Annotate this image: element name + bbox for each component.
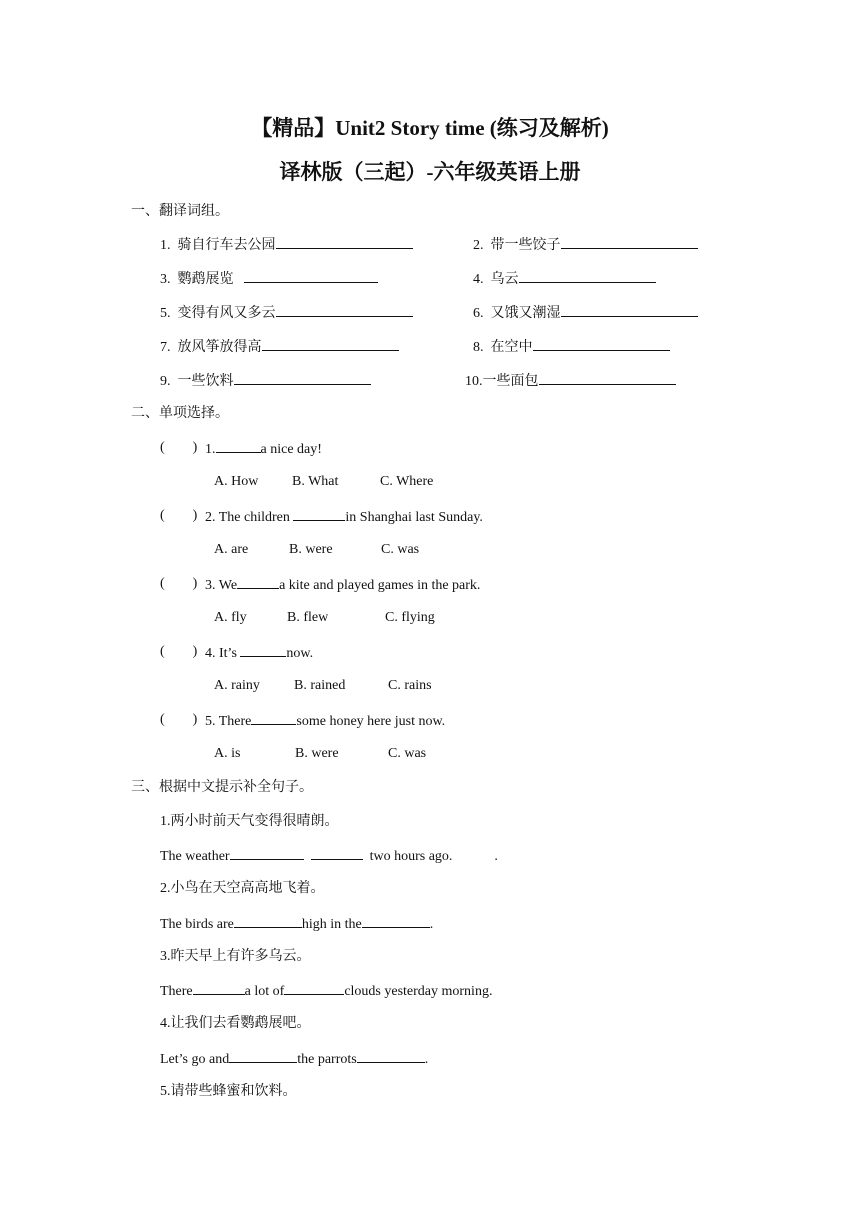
question-4: 4. It’s now. [205,642,313,664]
item-number: 8. [473,340,484,355]
answer-blank[interactable] [251,710,296,725]
item-number: 4. [473,272,484,287]
option-b[interactable]: B. were [289,542,333,557]
item-number: 3. [160,272,171,287]
list-item [160,302,413,324]
item-text: 放风筝放得高 [177,340,262,355]
sentence-3: There a lot of clouds yesterday morning. [160,980,492,1002]
option-c[interactable]: C. rains [388,678,432,693]
question-3: 3. We a kite and played games in the park. [205,574,480,596]
answer-blank[interactable] [229,1048,297,1063]
sentence-4: Let’s go and the parrots . [160,1048,428,1070]
item-text: 在空中 [490,340,533,355]
answer-blank[interactable] [262,336,399,351]
section-2-heading: 二、单项选择。 [131,406,229,421]
option-b[interactable]: B. What [292,474,339,489]
answer-blank[interactable] [362,913,430,928]
answer-blank[interactable] [276,234,413,249]
answer-blank[interactable] [230,845,304,860]
answer-blank[interactable] [539,370,676,385]
answer-blank[interactable] [244,268,378,283]
question-5: 5. There some honey here just now. [205,710,445,732]
option-a[interactable]: A. are [214,542,249,557]
option-b[interactable]: B. rained [294,678,346,693]
answer-blank[interactable] [276,302,413,317]
option-c[interactable]: C. Where [380,474,434,489]
option-c[interactable]: C. was [388,746,427,761]
answer-blank[interactable] [311,845,363,860]
option-c[interactable]: C. flying [385,610,435,625]
list-item [160,370,371,392]
item-number: 6. [473,306,484,321]
item-text: 一些饮料 [177,374,234,389]
cn-prompt: 4.让我们去看鹦鹉展吧。 [160,1016,311,1031]
answer-paren[interactable]: ( ) [160,440,198,455]
item-text: 鹦鹉展览 [177,272,234,287]
list-item [473,234,698,256]
answer-blank[interactable] [533,336,670,351]
list-item [160,234,413,256]
list-item [465,370,676,392]
answer-blank[interactable] [216,438,261,453]
answer-blank[interactable] [357,1048,425,1063]
option-a[interactable]: A. fly [214,610,247,625]
answer-blank[interactable] [284,980,344,995]
option-a[interactable]: A. is [214,746,241,761]
answer-blank[interactable] [234,370,371,385]
option-a[interactable]: A. rainy [214,678,260,693]
list-item [473,336,670,358]
item-number: 9. [160,374,171,389]
list-item [160,336,399,358]
item-number: 5. [160,306,171,321]
title-line-1: 【精品】Unit2 Story time (练习及解析) [251,116,609,140]
section-3-heading: 三、根据中文提示补全句子。 [131,780,313,795]
option-a[interactable]: A. How [214,474,259,489]
answer-paren[interactable]: ( ) [160,576,198,591]
answer-blank[interactable] [193,980,245,995]
list-item [473,268,656,290]
question-2: 2. The children in Shanghai last Sunday. [205,506,483,528]
item-number: 1. [160,238,171,253]
list-item [473,302,698,324]
answer-paren[interactable]: ( ) [160,644,198,659]
answer-blank[interactable] [293,506,345,521]
answer-blank[interactable] [237,574,279,589]
question-1: 1. a nice day! [205,438,322,460]
item-number: 10. [465,374,483,389]
title-line-2: 译林版（三起）-六年级英语上册 [279,160,581,184]
answer-blank[interactable] [561,234,698,249]
answer-paren[interactable]: ( ) [160,508,198,523]
answer-paren[interactable]: ( ) [160,712,198,727]
cn-prompt: 3.昨天早上有许多乌云。 [160,949,311,964]
item-text: 一些面包 [482,374,539,389]
cn-prompt: 2.小鸟在天空高高地飞着。 [160,881,325,896]
answer-blank[interactable] [519,268,656,283]
sentence-1: The weather two hours ago. . [160,845,498,867]
item-number: 7. [160,340,171,355]
cn-prompt: 1.两小时前天气变得很晴朗。 [160,814,339,829]
list-item [160,268,378,290]
answer-blank[interactable] [234,913,302,928]
sentence-2: The birds are high in the . [160,913,433,935]
answer-blank[interactable] [240,642,286,657]
option-b[interactable]: B. flew [287,610,329,625]
item-text: 骑自行车去公园 [177,238,276,253]
item-text: 带一些饺子 [490,238,561,253]
answer-blank[interactable] [561,302,698,317]
option-c[interactable]: C. was [381,542,420,557]
cn-prompt: 5.请带些蜂蜜和饮料。 [160,1084,297,1099]
item-number: 2. [473,238,484,253]
item-text: 变得有风又多云 [177,306,276,321]
item-text: 乌云 [490,272,519,287]
section-1-heading: 一、翻译词组。 [131,204,229,219]
option-b[interactable]: B. were [295,746,339,761]
item-text: 又饿又潮湿 [490,306,561,321]
